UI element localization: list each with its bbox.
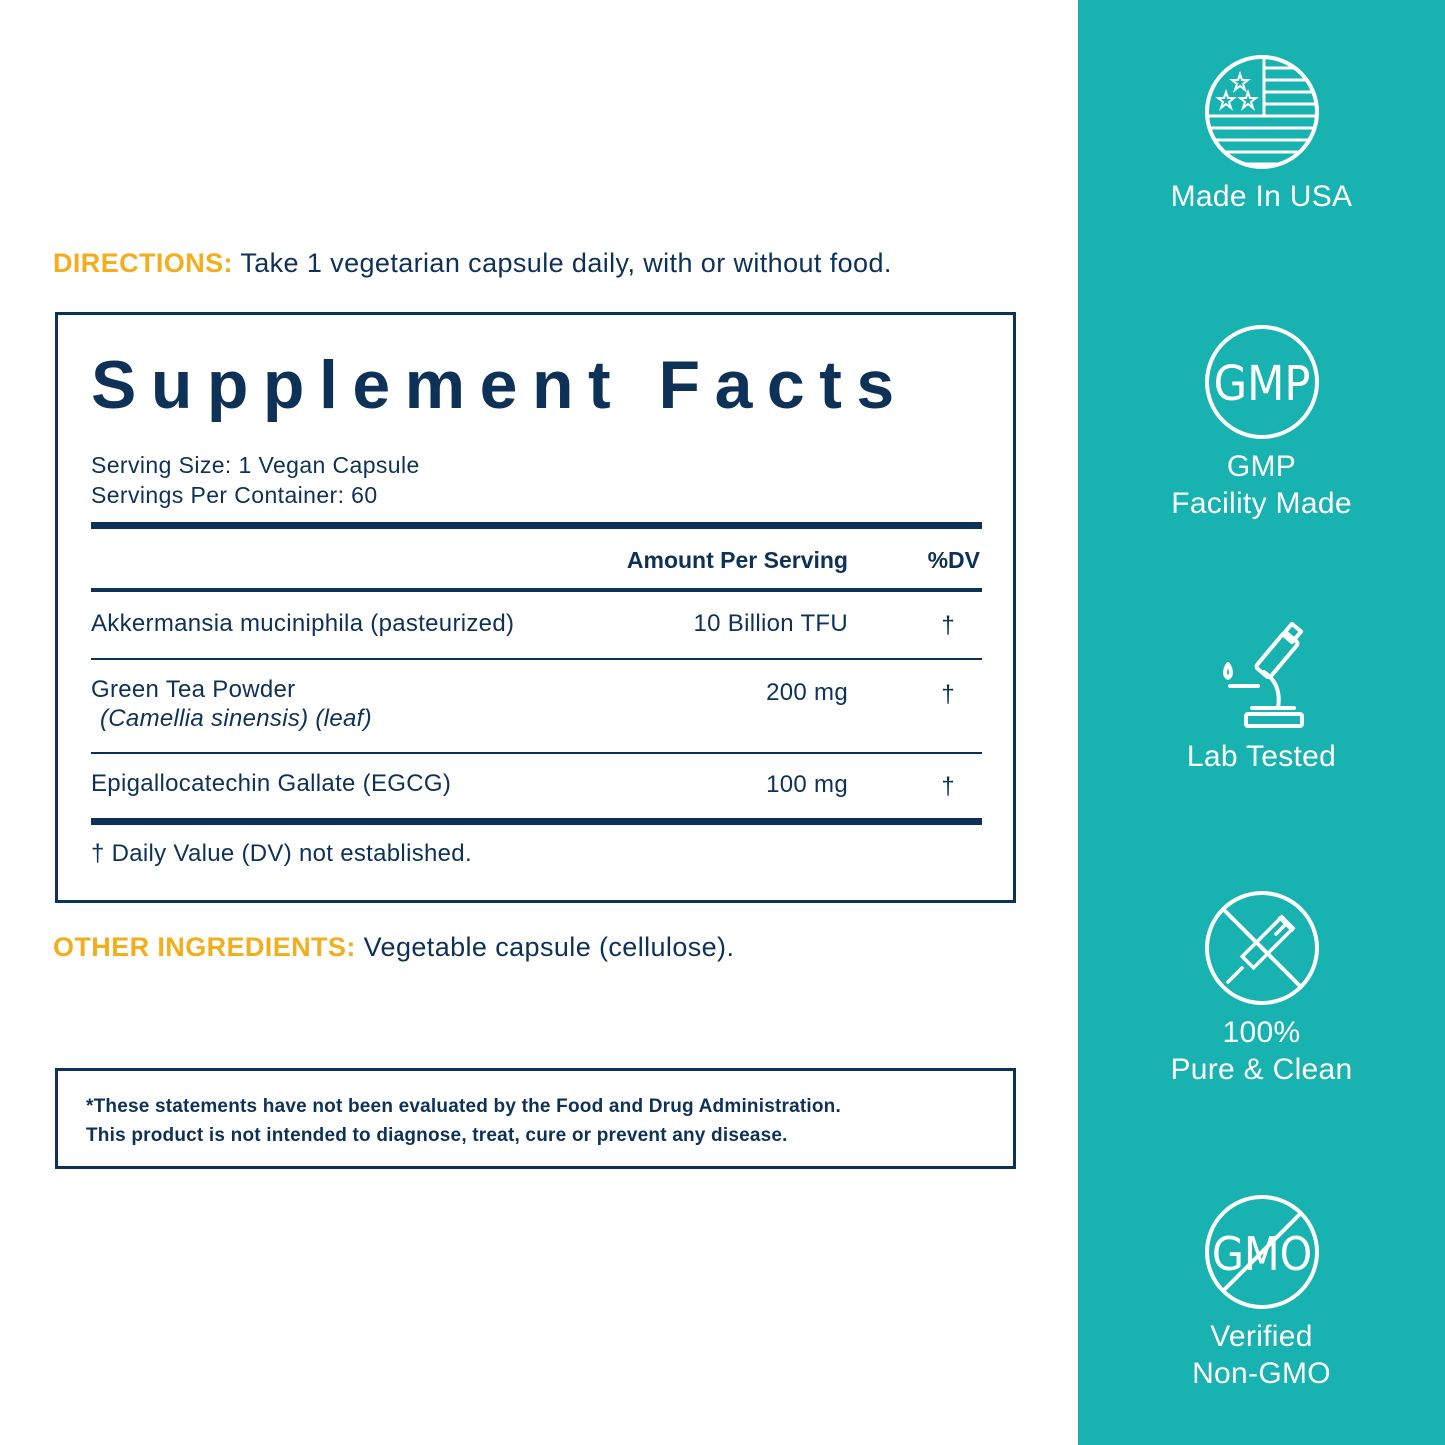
badge-label: Verified bbox=[1210, 1320, 1313, 1353]
row-name: Green Tea Powder bbox=[91, 676, 296, 703]
other-ingredients-label: OTHER INGREDIENTS: bbox=[53, 932, 356, 962]
directions bbox=[53, 248, 892, 279]
divider-header bbox=[91, 588, 982, 592]
row-dv: † bbox=[941, 773, 955, 800]
dv-footnote: † Daily Value (DV) not established. bbox=[91, 840, 472, 867]
divider-thick bbox=[91, 522, 982, 529]
badge-label: 100% bbox=[1222, 1016, 1301, 1049]
supplement-facts-panel bbox=[55, 312, 1016, 903]
serving-info bbox=[91, 450, 420, 510]
other-ingredients bbox=[53, 932, 734, 963]
badge-gmp bbox=[1078, 322, 1445, 522]
badge-pure-clean bbox=[1078, 888, 1445, 1088]
directions-text: Take 1 vegetarian capsule daily, with or without food. bbox=[240, 248, 892, 278]
badge-label: Non-GMO bbox=[1192, 1357, 1331, 1390]
other-ingredients-text: Vegetable capsule (cellulose). bbox=[363, 932, 735, 962]
no-syringe-icon bbox=[1202, 888, 1322, 1008]
usa-flag-icon bbox=[1202, 52, 1322, 172]
divider-row bbox=[91, 752, 982, 754]
badge-label: Lab Tested bbox=[1186, 740, 1337, 773]
badge-label: Made In USA bbox=[1170, 180, 1353, 213]
supplement-facts-title: Supplement Facts bbox=[91, 347, 909, 423]
badge-made-in-usa bbox=[1078, 52, 1445, 215]
serving-size: Serving Size: 1 Vegan Capsule bbox=[91, 452, 420, 478]
divider-thick bbox=[91, 818, 982, 825]
header-amount-per-serving: Amount Per Serving bbox=[626, 547, 848, 573]
no-gmo-icon bbox=[1202, 1192, 1322, 1312]
fda-disclaimer bbox=[55, 1068, 1016, 1169]
row-name: Akkermansia muciniphila (pasteurized) bbox=[91, 610, 515, 637]
badge-non-gmo bbox=[1078, 1192, 1445, 1392]
disclaimer-line: This product is not intended to diagnose, treat, cure or prevent any disease. bbox=[86, 1125, 788, 1146]
badge-panel bbox=[1078, 0, 1445, 1445]
row-name: Epigallocatechin Gallate (EGCG) bbox=[91, 770, 452, 797]
header-dv: %DV bbox=[927, 547, 980, 573]
badge-label: Facility Made bbox=[1171, 487, 1352, 520]
row-dv: † bbox=[941, 612, 955, 639]
disclaimer-line: *These statements have not been evaluated by the Food and Drug Administration. bbox=[86, 1096, 841, 1117]
row-dv: † bbox=[941, 681, 955, 708]
badge-label: Pure & Clean bbox=[1170, 1053, 1353, 1086]
directions-label: DIRECTIONS: bbox=[53, 248, 233, 278]
gmp-icon bbox=[1202, 322, 1322, 442]
row-amount: 10 Billion TFU bbox=[693, 610, 848, 637]
row-amount: 200 mg bbox=[766, 679, 848, 706]
servings-per-container: Servings Per Container: 60 bbox=[91, 482, 378, 508]
badge-label: GMP bbox=[1226, 450, 1297, 483]
badge-lab-tested bbox=[1078, 622, 1445, 775]
svg-text:GMO: GMO bbox=[1211, 1227, 1312, 1281]
microscope-icon bbox=[1202, 622, 1322, 732]
divider-row bbox=[91, 658, 982, 660]
row-subname: (Camellia sinensis) (leaf) bbox=[100, 705, 372, 732]
svg-text:GMP: GMP bbox=[1213, 356, 1310, 412]
row-amount: 100 mg bbox=[766, 771, 848, 798]
